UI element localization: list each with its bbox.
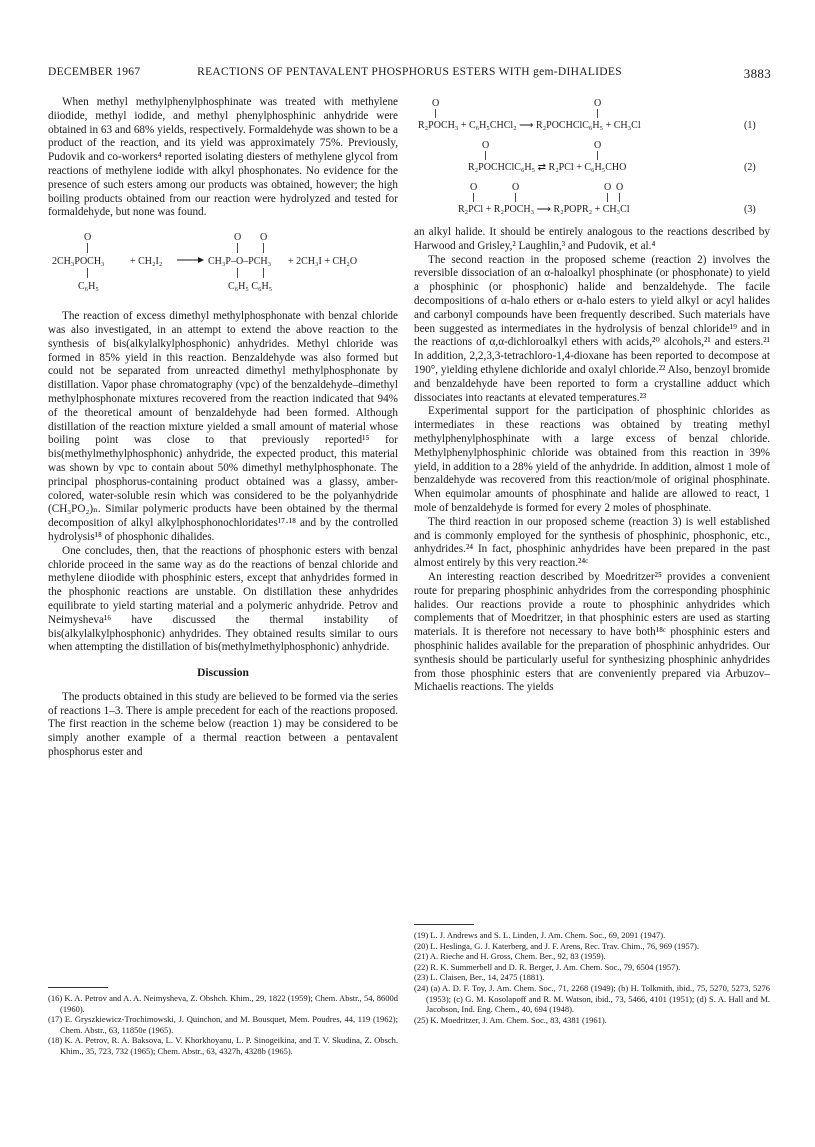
page-number: 3883: [743, 66, 771, 81]
equation-2: R₂POCHClC₆H₅ ⇄ R₂PCl + C₆H₅CHO: [468, 162, 627, 173]
reaction-scheme-methylene-iodide: [48, 226, 398, 306]
paragraph: An interesting reaction described by Moedritzer²⁵ provides a convenient route for preparing phosphinic anhydrides from the corresponding phosphinic halides. Our reactions provide a route to phosphinic anhydrides which complements that of Moedritzer, in that phosphinic esters are used as starting materials. It is therefore not necessary to have both¹⁸ᶜ phosphinic esters and phosphinic halides available for the preparation of phosphinic anhydrides. Our synthesis should be particularly useful for synthesizing phosphinic anhydrides from those phosphinic esters that are conveniently prepared via Arbuzov–Michaelis reactions. The yields: [414, 570, 770, 694]
svg-text:O: O: [432, 98, 440, 109]
equation-number: (1): [744, 120, 756, 131]
reference: (22) R. K. Summerbell and D. R. Berger, J. Am. Chem. Soc., 79, 6504 (1957).: [414, 961, 681, 972]
paragraph: The second reaction in the proposed scheme (reaction 2) involves the reversible dissociation of an α-haloalkyl phosphinate (or phosphonate) to yield a phosphinic (or phosphonic) halide and benzaldehyde. The facile decompositions of α-halo ethers or α-halo esters to yield alkyl or acyl halides and carbonyl compounds have been frequently described. Such materials have been suggested as intermediates in the hydrolysis of benzal chloride¹⁹ and in the reactions of α,α-dichloroalkyl ethers with acids,²⁰ alcohols,²¹ and esters.²¹ In addition, 2,2,3,3-tetrachloro-1,4-dioxane has been reported to decompose at 190°, yielding ethylene dichloride and oxalyl chloride.²² Also, benzoyl bromide and benzaldehyde have been reported to form a crystalline adduct which dissociates into reactants at elevated temperatures.²³: [414, 253, 770, 404]
footnote-rule: [48, 987, 108, 988]
paragraph: Experimental support for the participation of phosphinic chlorides as intermediates in these reactions was obtained by treating methyl methylphenylphosphinate with a large excess of benzal chloride. Methylphenylphosphinic chloride was obtained from this reaction in 39% yield, in addition to a 28% yield of the anhydride. In addition, almost 1 mole of benzaldehyde was recovered from this reaction/mole of original phosphinate. When equimolar amounts of phosphinate and halide are allowed to react, 1 mole of benzaldehyde is formed for every 2 moles of phosphinate.: [414, 405, 770, 514]
anhydride-product: CH₃P–O–PCH₃: [208, 256, 272, 268]
paragraph: One concludes, then, that the reactions of phosphonic esters with benzal chloride proceed in the same way as do the reactions of benzal chloride and methylene diiodide with phosphinic esters, except that anhydrides formed in the phosphonic reactions are unstable. On distillation these anhydrides equilibrate to yield starting material and a polymeric anhydride. Petrov and Neimysheva¹⁶ have discussed the thermal instability of bis(alkylalkylphosphonic) anhydrides. They obtained results similar to ours when attempting the distillation of bis(methylmethylphosphonic) anhydride.: [48, 544, 398, 654]
reactant-formula: 2CH₃POCH₃: [52, 256, 105, 268]
reagent: + CH₂I₂: [130, 256, 163, 268]
reference: (19) L. J. Andrews and S. L. Linden, J. Am. Chem. Soc., 69, 2091 (1947).: [414, 930, 666, 940]
reference: (25) K. Moedritzer, J. Am. Chem. Soc., 83, 4381 (1961).: [414, 1014, 607, 1025]
svg-text:O: O: [482, 140, 490, 151]
equation-number: (3): [744, 204, 756, 215]
section-heading: Discussion: [197, 667, 249, 680]
footnote-rule: [414, 924, 474, 925]
arrow-head-icon: [198, 257, 204, 263]
oxygen-label: O: [234, 232, 242, 244]
footnotes-left: [48, 993, 398, 1057]
reference: (21) A. Rieche and H. Gross, Chem. Ber., 92, 83 (1959).: [414, 951, 606, 962]
equation-1: R₂POCH₃ + C₆H₅CHCl₂ ⟶ R₂POCHClC₆H₅ + CH₃Cl: [418, 120, 641, 131]
reference: (17) E. Gryszkiewicz-Trochimowski, J. Quinchon, and M. Bousquet, Mem. Poudres, 44, 119 (1962); Chem. Abstr., 63, 11850e (1965).: [48, 1014, 398, 1035]
paragraph: The reaction of excess dimethyl methylphosphonate with benzal chloride was also investigated, in an attempt to extend the above reaction to the synthesis of bis(alkylalkylphosphonic) anhydrides. Methyl chloride was formed in 85% yield in this reaction. Benzaldehyde was also formed but could not be separated from unreacted dimethyl methylphosphonate by distillation. Vapor phase chromatography (vpc) of the benzaldehyde–dimethyl methylphosphonate mixtures recovered from the reaction indicated that 94% of the theoretical amount of benzaldehyde had been formed. Although distillation of the reaction mixture yielded a small amount of material whose boiling point was close to that previously reported¹⁵ for bis(methylmethylphosphonic) anhydride, the expected product, this material was shown by vpc to contain about 50% dimethyl methylphosphonate. The principal phosphorus-containing product obtained was a glassy, amber-colored, water-soluble resin which was considered to be the polyanhydride (CH₃PO₂)ₙ. Similar polymeric products have been obtained by the thermal decomposition of alkyl alkylphosphonochloridates¹⁷·¹⁸ and by the controlled hydrolysis¹⁸ of phosphonic dihalides.: [48, 310, 398, 543]
reference: (20) L. Heslinga, G. J. Katerberg, and J. F. Arens, Rec. Trav. Chim., 76, 969 (1957).: [414, 940, 699, 951]
svg-text:O: O: [512, 182, 520, 193]
reference: (16) K. A. Petrov and A. A. Neimysheva, Z. Obshch. Khim., 29, 1822 (1959); Chem. Abstr., 54, 8600d (1960).: [48, 993, 398, 1014]
phenyl-label: C₆H₅: [78, 281, 99, 293]
svg-text:O: O: [604, 182, 612, 193]
reference: (23) L. Claisen, Ber., 14, 2475 (1881).: [414, 972, 545, 983]
product-substituents: C₆H₅ C₆H₅: [228, 281, 273, 293]
reference: (24) (a) A. D. F. Toy, J. Am. Chem. Soc., 71, 2268 (1949); (b) H. Tolkmith, ibid., 75, 5270, 5273, 5276 (1953); (c) G. M. Kosolapoff and R. M. Watson, ibid., 73, 5466, 4101 (1951); (d) S. A. Hall and M. Jacobson, Ind. Eng. Chem., 40, 694 (1948).: [414, 982, 770, 1015]
right-column: [414, 96, 770, 695]
paragraph: The third reaction in our proposed scheme (reaction 3) is well established and is commonly employed for the synthesis of phosphinic, phosphonic, etc., anhydrides.²⁴ In fact, phosphinic anhydrides have been prepared in the past almost entirely by this very reaction.²⁴ᶜ: [414, 515, 770, 570]
reference: (18) K. A. Petrov, R. A. Baksova, L. V. Khorkhoyanu, L. P. Sinogeikina, and T. V. Skudina, Z. Obsch. Khim., 35, 723, 732 (1965); Chem. Abstr., 63, 4327h, 4328b (1965).: [48, 1035, 398, 1056]
equation-3: R₂PCl + R₂POCH₃ ⟶ R₂POPR₂ + CH₃Cl: [458, 204, 630, 215]
paragraph: an alkyl halide. It should be entirely analogous to the reactions described by Harwood and Grisley,² Laughlin,³ and Pudovik, et al.⁴: [414, 226, 770, 252]
svg-text:O: O: [594, 140, 602, 151]
oxygen-label: O: [84, 232, 92, 244]
equation-number: (2): [744, 162, 756, 173]
byproducts: + 2CH₃I + CH₂O: [288, 256, 358, 268]
header-title: REACTIONS OF PENTAVALENT PHOSPHORUS ESTERS WITH gem-DIHALIDES: [197, 66, 622, 78]
svg-text:O: O: [470, 182, 478, 193]
paragraph: When methyl methylphenylphosphinate was treated with methylene diiodide, methyl iodide, and methyl phenylphosphinic anhydride were obtained in 63 and 68% yields, respectively. Formaldehyde was shown to be a product of the reaction, and its yield was approximately 75%. Previously, Pudovik and co-workers⁴ reported isolating diesters of methylene glycol from reactions of methylene iodide with alkyl phosphonates. No evidence for the presence of such esters among our products was obtained, however; the high boiling products obtained from our reaction were hydrolyzed and tested for formaldehyde, but none was found.: [48, 96, 398, 219]
svg-text:O: O: [594, 98, 602, 109]
footnotes-right: [414, 930, 770, 1025]
left-column: [48, 96, 398, 760]
svg-text:O: O: [616, 182, 624, 193]
oxygen-label: O: [260, 232, 268, 244]
paragraph: The products obtained in this study are believed to be formed via the series of reactions 1–3. There is ample precedent for each of the reactions proposed. The first reaction in the scheme below (reaction 1) may be considered to be simply another example of a thermal reaction between a pentavalent phosphorus ester and: [48, 690, 398, 759]
reaction-scheme-1-3: [414, 96, 770, 226]
running-header: [48, 66, 771, 84]
header-date: DECEMBER 1967: [48, 66, 141, 78]
